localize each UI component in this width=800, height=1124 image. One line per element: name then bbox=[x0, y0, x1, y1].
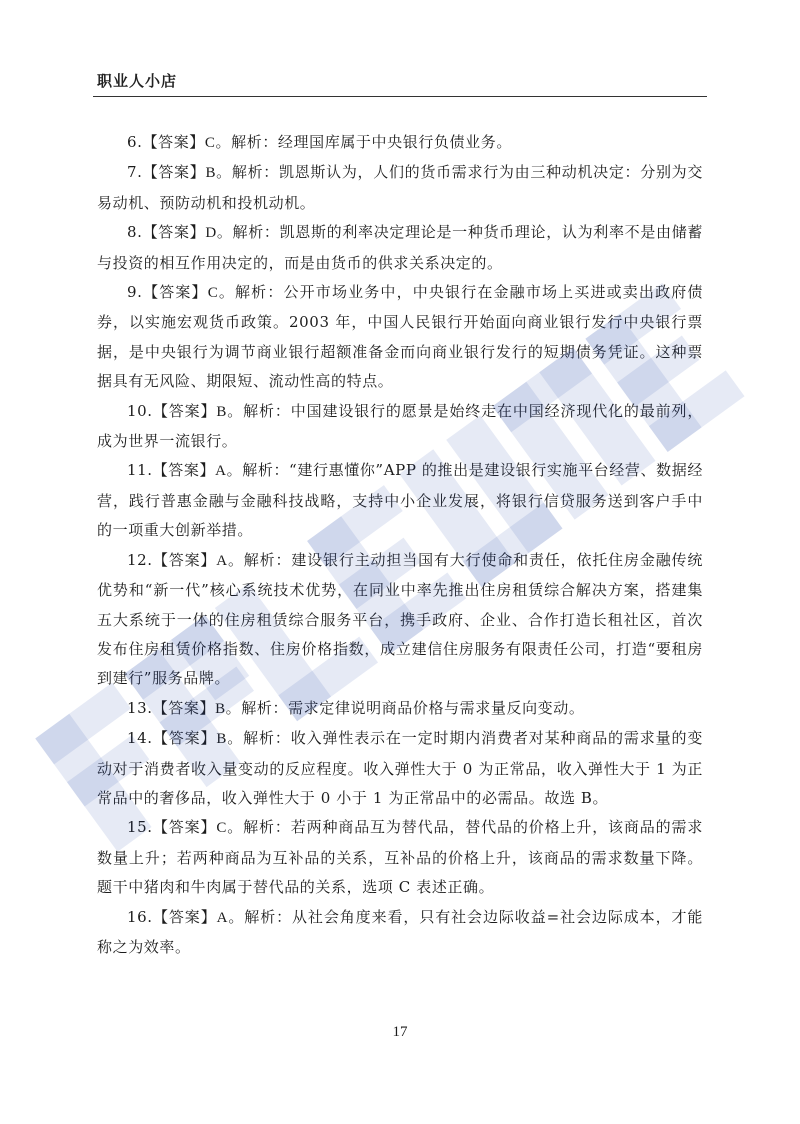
answer-item bbox=[97, 456, 703, 545]
answer-label: 14.【答案】 bbox=[127, 729, 217, 748]
answer-letter: D bbox=[205, 225, 217, 242]
answer-label: 6.【答案】 bbox=[127, 133, 205, 151]
answer-letter: B bbox=[215, 700, 226, 717]
answer-explanation: 。解析：凯恩斯的利率决定理论是一种货币理论，认为利率不是由储蓄与投资的相互作用决定的，而是由货币的供求关系决定的。 bbox=[97, 223, 703, 272]
answer-item bbox=[97, 218, 703, 278]
answer-explanation: 。解析：建设银行主动担当国有大行使命和责任，依托住房金融传统优势和“新一代”核心系统技术优势，在同业中率先推出住房租赁综合解决方案，搭建集五大系统于一体的住房租赁综合服务平台，携手政府、企业、合作打造长租社区，首次发布住房租赁价格指数、住房价格指数，成立建信住房服务有限责任公司，打造“要租房到建行”服务品牌。 bbox=[97, 550, 703, 688]
answer-item bbox=[97, 128, 703, 158]
answer-label: 8.【答案】 bbox=[127, 223, 206, 242]
answer-letter: B bbox=[205, 165, 217, 182]
answer-explanation: 。解析：“建行惠懂你”APP 的推出是建设银行实施平台经营、数据经营，践行普惠金融与金融科技战略，支持中小企业发展，将银行信贷服务送到客户手中的一项重大创新举措。 bbox=[97, 461, 703, 540]
answer-item bbox=[97, 397, 703, 457]
answer-item bbox=[97, 903, 703, 963]
answer-explanation: 。解析：需求定律说明商品价格与需求量反向变动。 bbox=[225, 698, 585, 717]
answer-explanation: 。解析：从社会角度来看，只有社会边际收益=社会边际成本，才能称之为效率。 bbox=[97, 907, 703, 956]
answer-item bbox=[97, 694, 703, 724]
answer-letter: C bbox=[216, 820, 227, 837]
answer-letter: A bbox=[216, 909, 229, 926]
answer-label: 13.【答案】 bbox=[127, 698, 216, 717]
answer-explanation: 。解析：凯恩斯认为，人们的货币需求行为由三种动机决定：分别为交易动机、预防动机和投机动机。 bbox=[97, 163, 703, 212]
answer-label: 16.【答案】 bbox=[127, 907, 217, 926]
answer-label: 12.【答案】 bbox=[127, 550, 217, 569]
answer-item bbox=[97, 813, 703, 902]
answer-label: 9.【答案】 bbox=[127, 283, 208, 302]
answer-list bbox=[97, 128, 703, 962]
header-divider bbox=[93, 96, 707, 97]
answer-letter: B bbox=[216, 731, 227, 748]
answer-explanation: 。解析：若两种商品互为替代品，替代品的价格上升，该商品的需求数量上升；若两种商品为互补品的关系，互补品的价格上升，该商品的需求数量下降。题干中猪肉和牛肉属于替代品的关系，选项 C 表述正确。 bbox=[97, 818, 703, 897]
answer-label: 11.【答案】 bbox=[127, 461, 216, 480]
answer-label: 15.【答案】 bbox=[127, 818, 217, 837]
answer-letter: B bbox=[216, 403, 227, 420]
answer-explanation: 。解析：公开市场业务中，中央银行在金融市场上买进或卖出政府债券，以实施宏观货币政策。2003 年，中国人民银行开始面向商业银行发行中央银行票据，是中央银行为调节商业银行超额准备金而向商业银行发行的短期债务凭证。这种票据具有无风险、期限短、流动性高的特点。 bbox=[97, 283, 703, 391]
answer-letter: A bbox=[216, 552, 228, 569]
answer-item bbox=[97, 546, 703, 694]
answer-explanation: 。解析：中国建设银行的愿景是始终走在中国经济现代化的最前列，成为世界一流银行。 bbox=[97, 401, 703, 451]
answer-item bbox=[97, 724, 703, 813]
header-title: 职业人小店 bbox=[97, 72, 178, 90]
answer-explanation: 。解析：经理国库属于中央银行负债业务。 bbox=[215, 133, 512, 151]
answer-item bbox=[97, 278, 703, 397]
answer-label: 10.【答案】 bbox=[127, 401, 217, 420]
answer-letter: A bbox=[215, 463, 227, 480]
answer-label: 7.【答案】 bbox=[127, 163, 206, 182]
answer-letter: C bbox=[207, 285, 219, 302]
answer-explanation: 。解析：收入弹性表示在一定时期内消费者对某种商品的需求量的变动对于消费者收入量变动的反应程度。收入弹性大于 0 为正常品，收入弹性大于 1 为正常品中的奢侈品，收入弹性大于 0 小于 1 为正常品中的必需品。故选 B。 bbox=[97, 729, 703, 807]
answer-letter: C bbox=[204, 135, 216, 151]
page-number: 17 bbox=[392, 1024, 408, 1040]
answer-item bbox=[97, 158, 703, 218]
